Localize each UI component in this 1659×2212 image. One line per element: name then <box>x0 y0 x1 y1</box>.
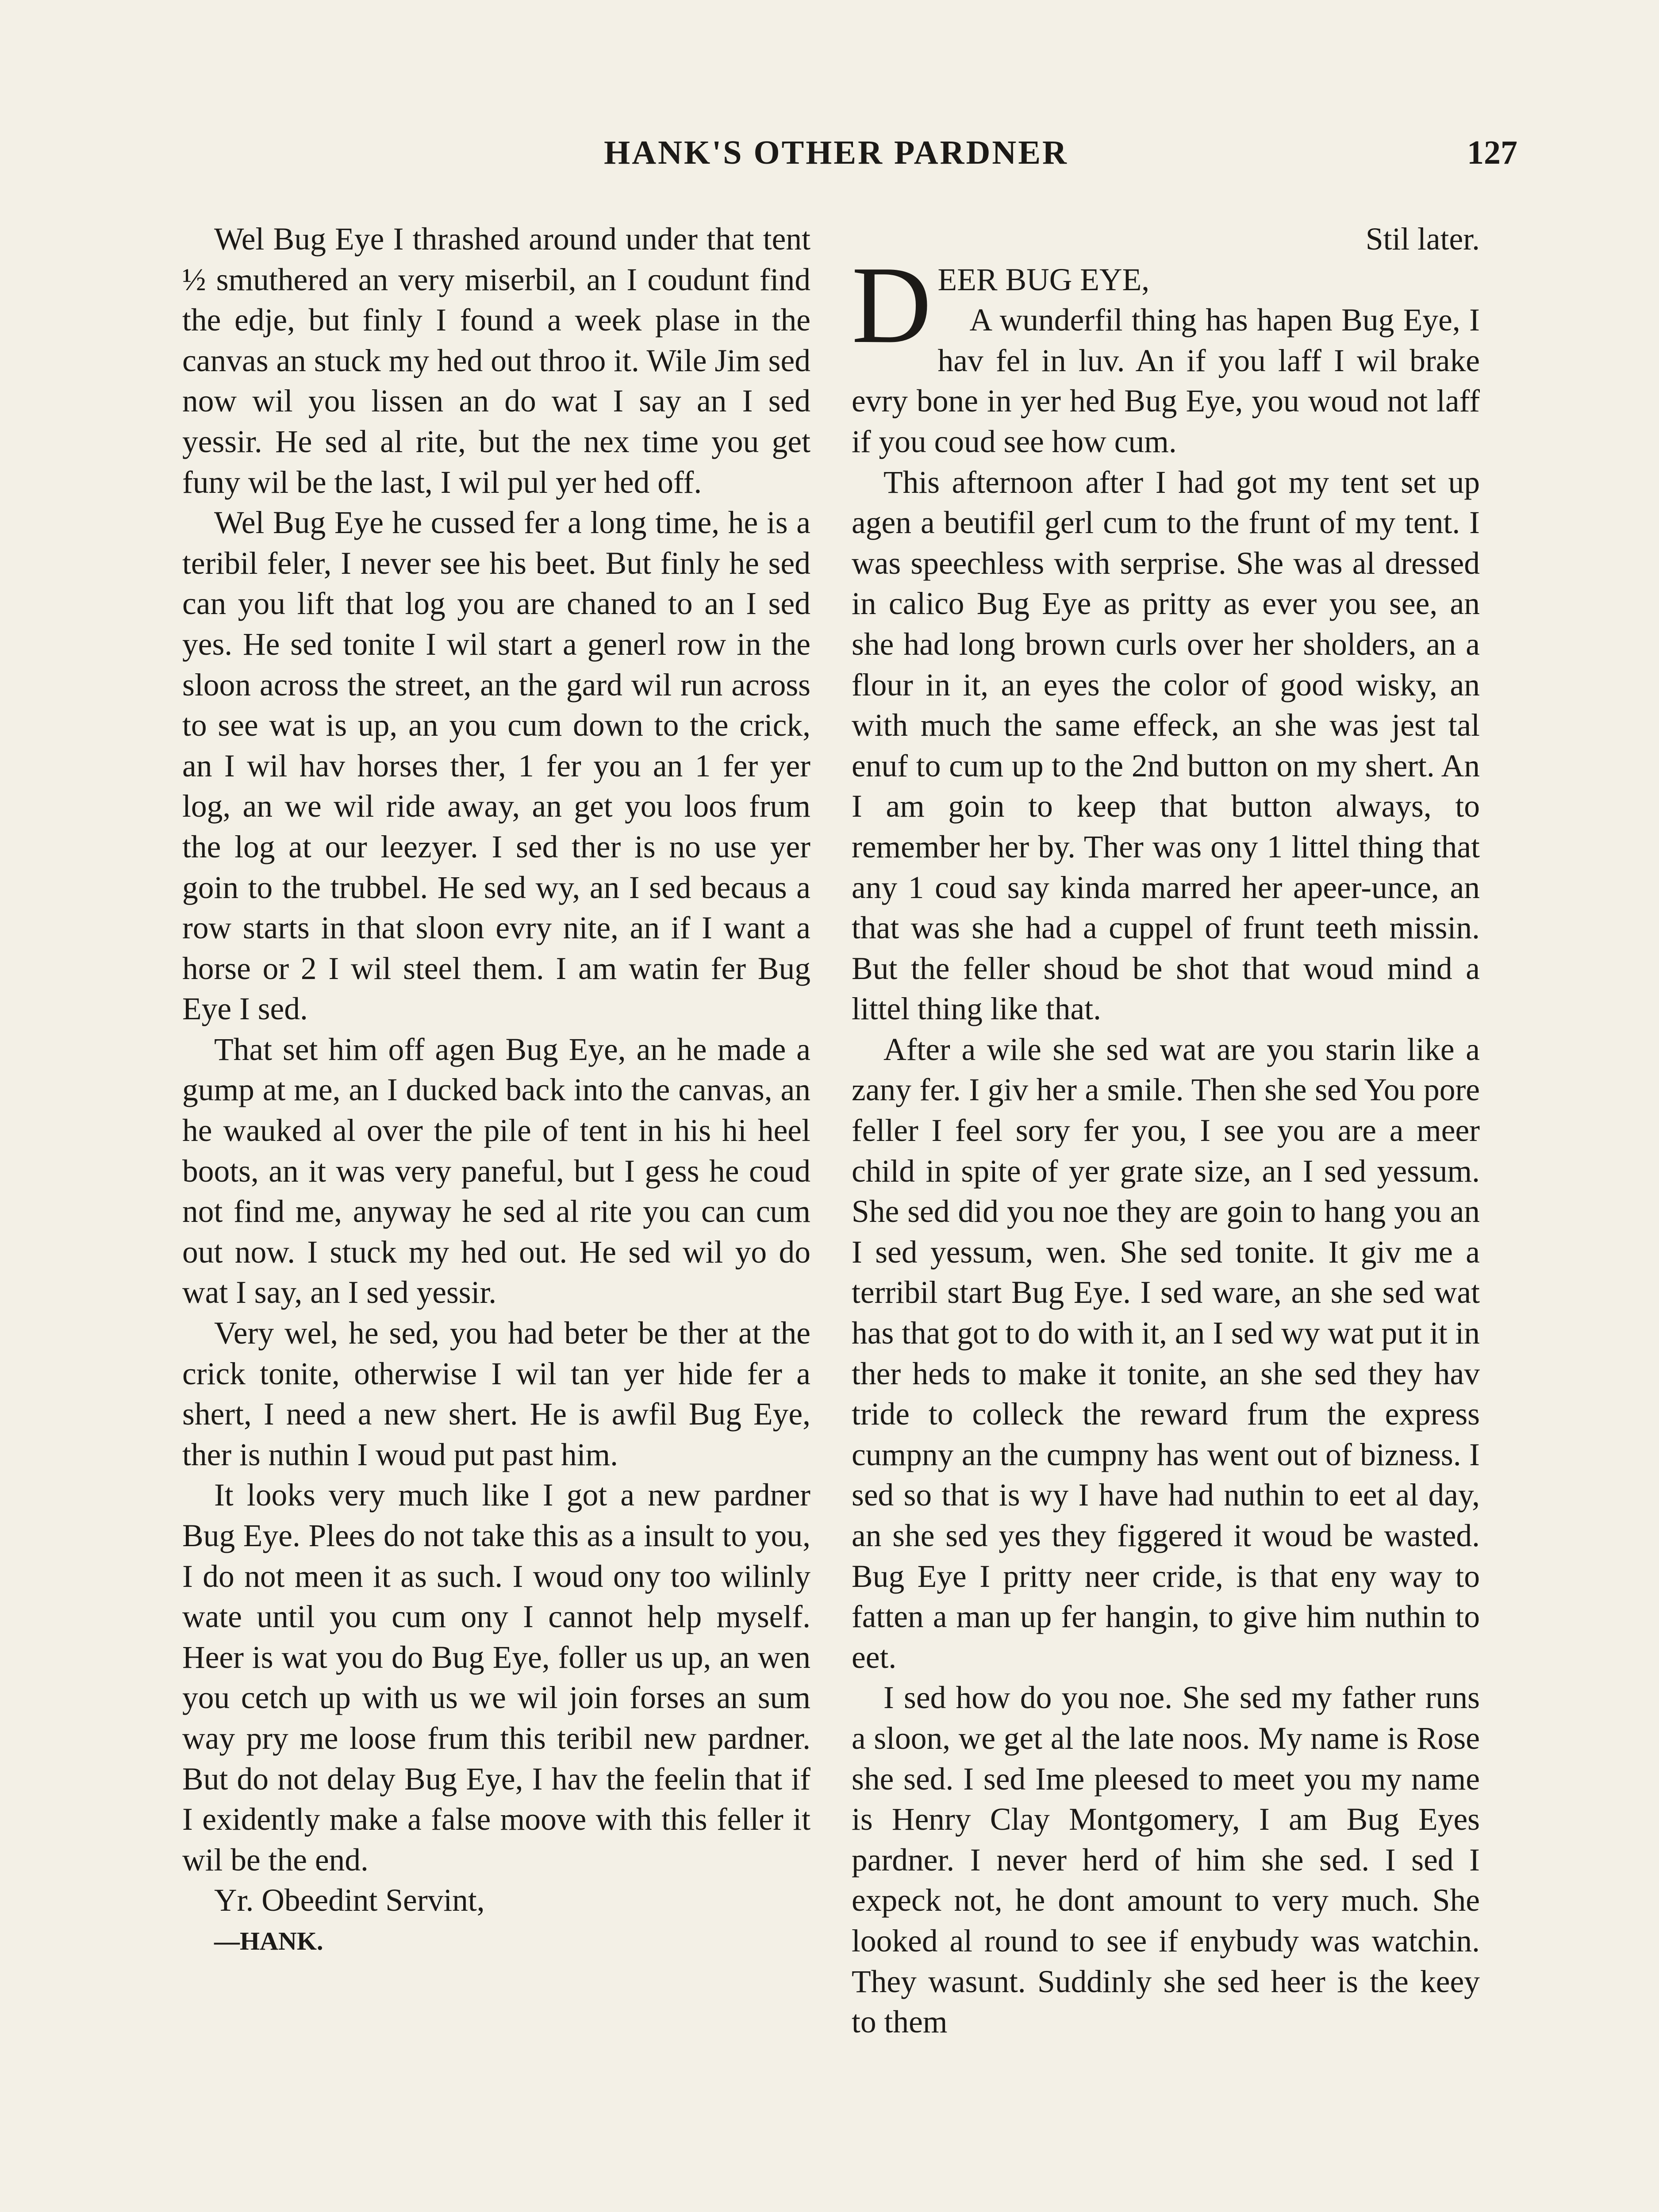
paragraph: Very wel, he sed, you had beter be ther at the crick tonite, otherwise I wil tan yer hide fer a shert, I need a new shert. He is awfil Bug Eye, ther is nuthin I woud put past him. <box>182 1316 810 1472</box>
running-header <box>155 128 1517 177</box>
salutation <box>852 243 1480 462</box>
page-number: 127 <box>1467 134 1517 171</box>
letter-closing: Yr. Obeedint Servint, <box>214 1883 485 1918</box>
right-column <box>852 219 1480 2043</box>
drop-cap: D <box>852 243 932 366</box>
running-title: HANK'S OTHER PARDNER <box>604 134 1068 171</box>
dateline: Stil later. <box>1365 222 1480 257</box>
paragraph: After a wile she sed wat are you starin like a zany fer. I giv her a smile. Then she sed You pore feller I feel sory fer you, I see you are a meer child in spite of yer grate size, an I sed yessum. She sed did you noe they are goin to hang you an I sed yessum, wen. She sed tonite. It giv me a terribil start Bug Eye. I sed ware, an she sed wat has that got to do with it, an I sed wy wat put it in ther heds to make it tonite, an she sed they hav tride to colleck the reward frum the express cumpny an the cumpny has went out of bizness. I sed so that is wy I have had nuthin to eet al day, an she sed yes they figgered it woud be wasted. Bug Eye I pritty neer cride, is that eny way to fatten a man up fer hangin, to give him nuthin to eet. <box>852 1032 1480 1675</box>
paragraph: This afternoon after I had got my tent set up agen a beutifil gerl cum to the frunt of my tent. I was speechless with serprise. She was al dressed in calico Bug Eye as pritty as ever you see, an she had long brown curls over her sholders, an a flour in it, an eyes the color of good wisky, an with much the same effeck, an she was jest tal enuf to cum up to the 2nd button on my shert. An I am goin to keep that button always, to remember her by. Ther was ony 1 littel thing that any 1 coud say kinda marred her apeer-unce, an that was she had a cuppel of frunt teeth missin. But the feller shoud be shot that woud mind a littel thing like that. <box>852 465 1480 1027</box>
paragraph: I sed how do you noe. She sed my father runs a sloon, we get al the late noos. My name is Rose she sed. I sed Ime pleesed to meet you my name is Henry Clay Montgomery, I am Bug Eyes pardner. I never herd of him she sed. I sed I expeck not, he dont amount to very much. She looked al round to see if enybudy was watchin. They wasunt. Suddinly she sed heer is the keey to them <box>852 1680 1480 2040</box>
left-column <box>182 219 810 1962</box>
paragraph: That set him off agen Bug Eye, an he made a gump at me, an I ducked back into the canvas, an he wauked al over the pile of tent in his hi heel boots, an it was very paneful, but I gess he coud not find me, anyway he sed al rite you can cum out now. I stuck my hed out. He sed wil yo do wat I say, an I sed yessir. <box>182 1032 810 1310</box>
paragraph: Wel Bug Eye I thrashed around under that tent ½ smuthered an very miserbil, an I coudunt find the edje, but finly I found a week plase in the canvas an stuck my hed out throo it. Wile Jim sed now wil you lissen an do wat I say an I sed yessir. He sed al rite, but the nex time you get funy wil be the last, I wil pul yer hed off. <box>182 222 810 500</box>
paragraph: It looks very much like I got a new pardner Bug Eye. Plees do not take this as a insult to you, I do not meen it as such. I woud ony too wilinly wate until you cum ony I cannot help myself. Heer is wat you do Bug Eye, foller us up, an wen you cetch up with us we wil join forses an sum way pry me loose frum this teribil new pardner. But do not delay Bug Eye, I hav the feelin that if I exidently make a false moove with this feller it wil be the end. <box>182 1478 810 1878</box>
letter-signature: —HANK. <box>214 1926 323 1955</box>
paragraph: Wel Bug Eye he cussed fer a long time, he is a teribil feler, I never see his beet. But finly he sed can you lift that log you are chaned to an I sed yes. He sed tonite I wil start a generl row in the sloon across the street, an the gard wil run across to see wat is up, an you cum down to the crick, an I wil hav horses ther, 1 fer you an 1 fer yer log, an we wil ride away, an get you loos frum the log at our leezyer. I sed ther is no use yer goin to the trubbel. He sed wy, an I sed becaus a row starts in that sloon evry nite, an if I want a horse or 2 I wil steel them. I am watin fer Bug Eye I sed. <box>182 505 810 1027</box>
salutation-text: EER BUG EYE, <box>937 262 1150 297</box>
first-paragraph: A wunderfil thing has hapen Bug Eye, I hav fel in luv. An if you laff I wil brake evry bone in yer hed Bug Eye, you woud not laff if you coud see how cum. <box>852 303 1480 459</box>
